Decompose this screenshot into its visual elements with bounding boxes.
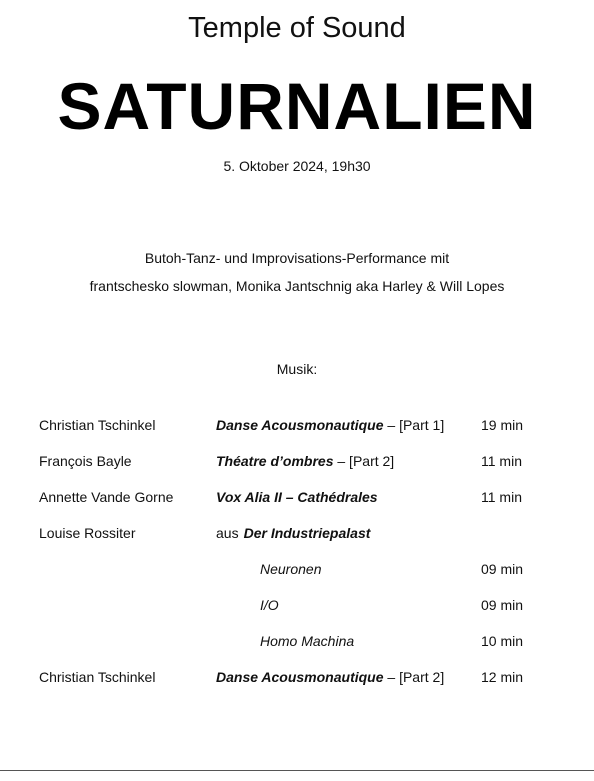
composer-name: François Bayle xyxy=(39,453,132,469)
composer-name: Christian Tschinkel xyxy=(39,669,156,685)
work-duration: 12 min xyxy=(481,669,524,685)
work-part: – [Part 2] xyxy=(333,453,395,469)
work-part: – [Part 1] xyxy=(383,417,445,433)
work-movement xyxy=(260,587,279,623)
work-duration: 09 min xyxy=(481,561,524,577)
work-part: – [Part 2] xyxy=(383,669,445,685)
description-line-2: frantschesko slowman, Monika Jantschnig aka Harley & Will Lopes xyxy=(89,278,505,294)
work-entry xyxy=(216,443,394,479)
program-row xyxy=(0,407,594,443)
work-duration: 19 min xyxy=(481,417,524,433)
work-entry xyxy=(216,659,444,695)
footer-divider xyxy=(0,770,594,771)
description-line-1: Butoh-Tanz- und Improvisations-Performance mit xyxy=(144,250,450,266)
program-row xyxy=(0,479,594,515)
work-title: Théatre d’ombres xyxy=(216,453,334,469)
work-duration: 10 min xyxy=(481,633,524,649)
program-row xyxy=(0,515,594,551)
work-title: Vox Alia II – Cathédrales xyxy=(216,489,378,505)
work-duration: 11 min xyxy=(481,453,522,469)
program-label: Musik: xyxy=(276,361,318,377)
work-movement xyxy=(260,551,322,587)
work-movement xyxy=(260,623,354,659)
program-row xyxy=(0,659,594,695)
work-title: Danse Acousmonautique xyxy=(216,417,384,433)
work-duration: 09 min xyxy=(481,597,524,613)
work-title: Danse Acousmonautique xyxy=(216,669,384,685)
work-prefix: aus xyxy=(216,525,239,541)
program-row xyxy=(0,623,594,659)
work-duration: 11 min xyxy=(481,489,522,505)
movement-title: I/O xyxy=(260,597,279,613)
program-row xyxy=(0,587,594,623)
event-date: 5. Oktober 2024, 19h30 xyxy=(223,158,371,174)
program-row xyxy=(0,443,594,479)
venue-name: Temple of Sound xyxy=(188,12,406,44)
event-description xyxy=(0,244,594,300)
program-row xyxy=(0,551,594,587)
movement-title: Neuronen xyxy=(260,561,322,577)
work-entry xyxy=(216,515,370,551)
event-title: SATURNALIEN xyxy=(57,69,537,143)
work-entry xyxy=(216,479,378,515)
composer-name: Louise Rossiter xyxy=(39,525,136,541)
work-title: Der Industriepalast xyxy=(243,525,371,541)
composer-name: Annette Vande Gorne xyxy=(39,489,174,505)
composer-name: Christian Tschinkel xyxy=(39,417,156,433)
work-entry xyxy=(216,407,444,443)
movement-title: Homo Machina xyxy=(260,633,355,649)
